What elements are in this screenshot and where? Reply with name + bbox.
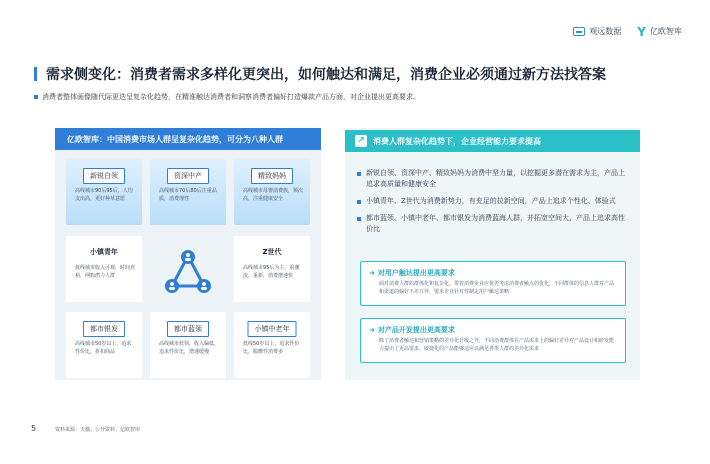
card-label: 新锐白领 <box>83 168 125 184</box>
brand-b-icon: Y <box>637 24 646 39</box>
consumer-groups-header: 亿欧智库：中国消费市场人群呈复杂化趋势，可分为八种人群 <box>55 128 321 150</box>
bullet-square-icon <box>357 217 361 221</box>
page-subtitle <box>34 92 420 102</box>
card-dushi-yinfa <box>66 312 142 378</box>
card-desc: 高线城市90后95后，人均支出高，更好种草意愿 <box>75 188 133 202</box>
card-desc: 高线城市70后80后注重品质，消费理性 <box>159 188 217 202</box>
bullet-square-icon <box>357 172 361 176</box>
header-logos <box>573 26 682 37</box>
card-label: 都市银发 <box>83 321 125 337</box>
user-reach-title-text: 对用户触达提出更高要求 <box>377 269 455 277</box>
bullet-item <box>357 196 630 207</box>
card-desc: 高线城市蓝领，收入偏低，追求性价比，增速缓慢 <box>159 341 220 355</box>
user-reach-box <box>360 261 626 306</box>
card-jingzhi-mama <box>234 159 310 225</box>
card-label: 小镇青年 <box>90 248 118 256</box>
bullet-square-icon <box>357 200 361 204</box>
brand-a-name: 观远数据 <box>589 27 622 36</box>
page-title: 需求侧变化：消费者需求多样化更突出，如何触达和满足，消费企业必须通过新方法找答案 <box>46 67 606 83</box>
card-desc: 低线城市收入可观，时间充裕，网购潜力人群 <box>75 265 136 279</box>
brand-a-icon <box>573 27 585 36</box>
subtitle-text: 消费者整体画像随代际更迭呈复杂化趋势，在精准触达消费者和洞察消费者偏好打造爆款产品方面，对企业提出更高要求。 <box>42 93 420 101</box>
user-reach-desc: 面对消费人群的群体化和复杂化，带着消费企业应优先考虑消费者触点的优化，不同群体的信息人群对产品和渠道的偏好不差万异，要求企业针对性制定用户触达策略 <box>379 281 615 295</box>
bullet-text: 都市蓝领、小镇中老年、都市银发为消费蓝海人群，并拓宽空间大，产品上追求高性价比 <box>366 214 625 233</box>
card-xiaozhen-zhonglaonian <box>234 312 310 378</box>
card-dushi-lanling <box>150 312 226 378</box>
requirements-bullets <box>357 168 630 241</box>
card-xinrui-bailing <box>66 159 142 225</box>
card-xiaozhen-qingnian <box>66 236 142 302</box>
arrow-right-icon: ➜ <box>369 326 375 334</box>
card-zishen-zhongchan <box>150 159 226 225</box>
bullet-square-icon <box>34 95 38 99</box>
card-label: 资深中产 <box>167 168 209 184</box>
brand-b-logo <box>637 26 682 37</box>
requirements-header-text: 消费人群复杂化趋势下，企业经营能力要求提高 <box>373 136 541 146</box>
user-reach-title <box>369 268 455 278</box>
product-dev-title <box>369 325 455 335</box>
brand-a-logo <box>573 26 621 37</box>
card-label: 精致妈妈 <box>251 168 293 184</box>
card-label: 小镇中老年 <box>248 321 297 337</box>
product-dev-box <box>360 318 626 363</box>
requirements-header <box>345 130 640 152</box>
brand-b-name: 亿欧智库 <box>650 27 682 36</box>
bullet-item <box>357 213 630 235</box>
card-desc: 低线50岁以上，追求性价比，服膺性消费多 <box>243 341 300 355</box>
card-desc: 高线城市95后为主，重潮流，重新，消费增速快 <box>243 265 300 279</box>
trend-icon: ↗ <box>355 135 367 147</box>
page-number: 5 <box>31 424 37 433</box>
card-desc: 高线城市50岁以上，追求性价比，折扣商品 <box>75 341 132 355</box>
title-accent-bar <box>34 67 37 81</box>
bullet-item <box>357 168 630 190</box>
bullet-text: 新锐白领、资深中产、精致妈妈为消费中坚力量，以挖掘更多潜在需求为主，产品上追求高质量和健康安全 <box>366 169 625 188</box>
card-z-generation <box>234 236 310 302</box>
arrow-right-icon: ➜ <box>369 269 375 277</box>
bullet-text: 小镇青年、Z世代为消费新势力，有充足的拉新空间，产品上追求个性化、体验式 <box>366 197 616 205</box>
card-label: 都市蓝领 <box>167 321 209 337</box>
people-network-icon <box>160 246 216 302</box>
product-dev-desc: 除了消费者触达和营销策略的差异化升级之外，不同消费群体在产品需求上的偏好差异对产品设计和研发能力提出了更高要求，敏捷化的产品能够适应以满足各类人群的差异化需求 <box>379 338 615 352</box>
source-note: 资料来源：天猫；公开资料；亿欧智库 <box>55 427 141 433</box>
card-desc: 高线城市母婴消费族，频次高，注重健康安全 <box>243 188 304 202</box>
product-dev-title-text: 对产品开发提出更高要求 <box>377 326 455 334</box>
card-label: Z世代 <box>262 248 282 256</box>
